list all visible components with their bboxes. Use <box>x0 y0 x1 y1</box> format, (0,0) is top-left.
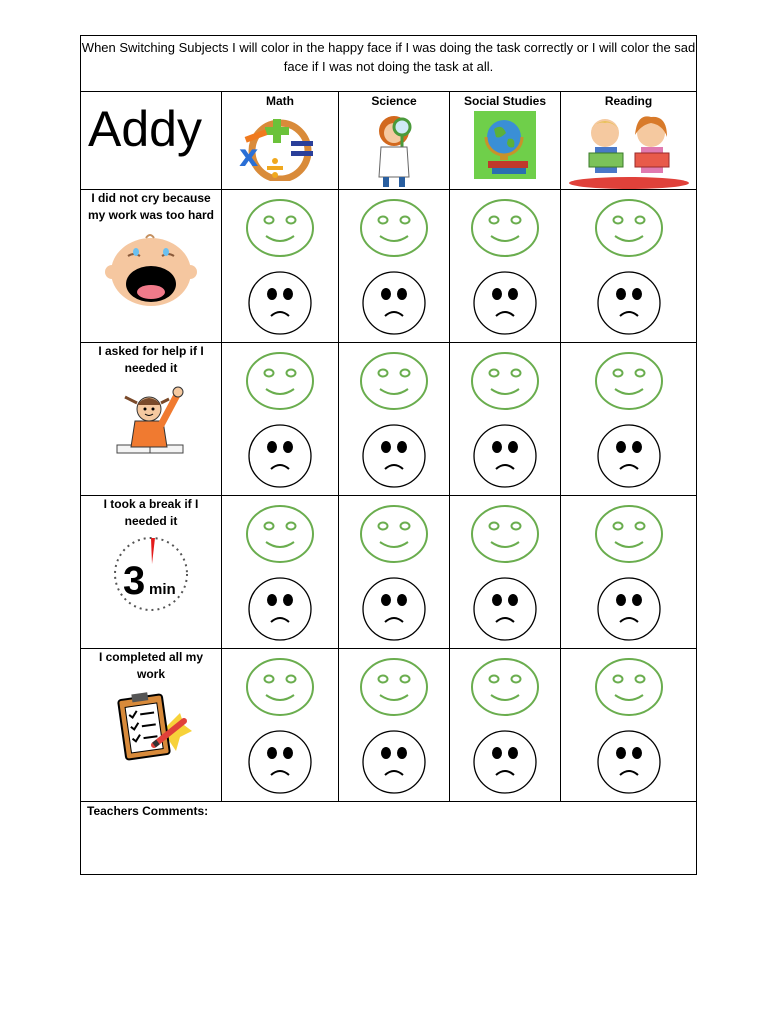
behavior-label: I asked for help if I needed it <box>98 344 204 375</box>
math-face-cell <box>222 190 339 343</box>
happy-face-icon[interactable] <box>594 657 664 717</box>
social-studies-face-cell <box>450 343 561 496</box>
social-studies-face-cell <box>450 190 561 343</box>
reading-face-cell <box>561 343 697 496</box>
comments-label: Teachers Comments: <box>87 804 209 818</box>
sad-face-icon[interactable] <box>361 576 427 642</box>
sad-face-icon[interactable] <box>247 729 313 795</box>
crying-baby-icon <box>104 228 198 308</box>
kids-reading-icon <box>567 111 691 189</box>
instruction-text: When Switching Subjects I will color in the happy face if I was doing the task correctly or I will color the sad face if I was not doing the task at all. <box>81 40 696 74</box>
reading-face-cell <box>561 649 697 802</box>
raised-hand-icon <box>111 381 191 461</box>
happy-face-icon[interactable] <box>470 504 540 564</box>
subject-label: Social Studies <box>463 94 547 108</box>
globe-books-icon <box>474 111 536 179</box>
sad-face-icon[interactable] <box>596 729 662 795</box>
happy-face-icon[interactable] <box>245 198 315 258</box>
behavior-row <box>81 496 697 649</box>
svg-text:x: x <box>239 139 259 174</box>
happy-face-icon[interactable] <box>470 657 540 717</box>
happy-face-icon[interactable] <box>470 351 540 411</box>
scientist-icon <box>369 111 419 189</box>
subject-math <box>222 92 339 190</box>
social-studies-face-cell <box>450 649 561 802</box>
subject-reading <box>561 92 697 190</box>
timer-unit: min <box>149 581 176 598</box>
happy-face-icon[interactable] <box>245 351 315 411</box>
sad-face-icon[interactable] <box>247 270 313 336</box>
clipboard-checklist-icon <box>110 687 192 767</box>
behavior-label: I did not cry because my work was too hard <box>87 191 215 222</box>
sad-face-icon[interactable] <box>361 729 427 795</box>
science-face-cell <box>339 190 450 343</box>
reading-face-cell <box>561 496 697 649</box>
sad-face-icon[interactable] <box>361 423 427 489</box>
sad-face-icon[interactable] <box>247 423 313 489</box>
sad-face-icon[interactable] <box>472 729 538 795</box>
behavior-label: I took a break if I needed it <box>103 497 199 528</box>
sad-face-icon[interactable] <box>596 270 662 336</box>
happy-face-icon[interactable] <box>245 504 315 564</box>
happy-face-icon[interactable] <box>594 198 664 258</box>
subject-social-studies <box>450 92 561 190</box>
instruction-cell <box>81 36 697 92</box>
sad-face-icon[interactable] <box>596 576 662 642</box>
math-symbols-icon <box>235 111 325 181</box>
happy-face-icon[interactable] <box>470 198 540 258</box>
timer-3-min-icon <box>111 534 191 614</box>
behavior-row <box>81 190 697 343</box>
behavior-row <box>81 649 697 802</box>
happy-face-icon[interactable] <box>359 657 429 717</box>
sad-face-icon[interactable] <box>472 270 538 336</box>
sad-face-icon[interactable] <box>472 576 538 642</box>
behavior-cell <box>81 496 222 649</box>
subject-label: Reading <box>604 94 653 108</box>
name-cell <box>81 92 222 190</box>
happy-face-icon[interactable] <box>245 657 315 717</box>
happy-face-icon[interactable] <box>359 351 429 411</box>
behavior-cell <box>81 190 222 343</box>
math-face-cell <box>222 649 339 802</box>
sad-face-icon[interactable] <box>472 423 538 489</box>
behavior-row <box>81 343 697 496</box>
science-face-cell <box>339 496 450 649</box>
science-face-cell <box>339 649 450 802</box>
sad-face-icon[interactable] <box>361 270 427 336</box>
behavior-cell <box>81 343 222 496</box>
science-face-cell <box>339 343 450 496</box>
happy-face-icon[interactable] <box>359 198 429 258</box>
behavior-chart <box>80 35 697 875</box>
subject-label: Math <box>266 94 294 108</box>
student-name: Addy <box>88 101 202 157</box>
subject-science <box>339 92 450 190</box>
happy-face-icon[interactable] <box>594 504 664 564</box>
behavior-cell <box>81 649 222 802</box>
happy-face-icon[interactable] <box>594 351 664 411</box>
reading-face-cell <box>561 190 697 343</box>
behavior-label: I completed all my work <box>98 650 204 681</box>
timer-number: 3 <box>123 559 146 603</box>
happy-face-icon[interactable] <box>359 504 429 564</box>
sad-face-icon[interactable] <box>596 423 662 489</box>
math-face-cell <box>222 343 339 496</box>
math-face-cell <box>222 496 339 649</box>
sad-face-icon[interactable] <box>247 576 313 642</box>
comments-cell[interactable] <box>81 802 697 875</box>
social-studies-face-cell <box>450 496 561 649</box>
subject-label: Science <box>371 94 417 108</box>
